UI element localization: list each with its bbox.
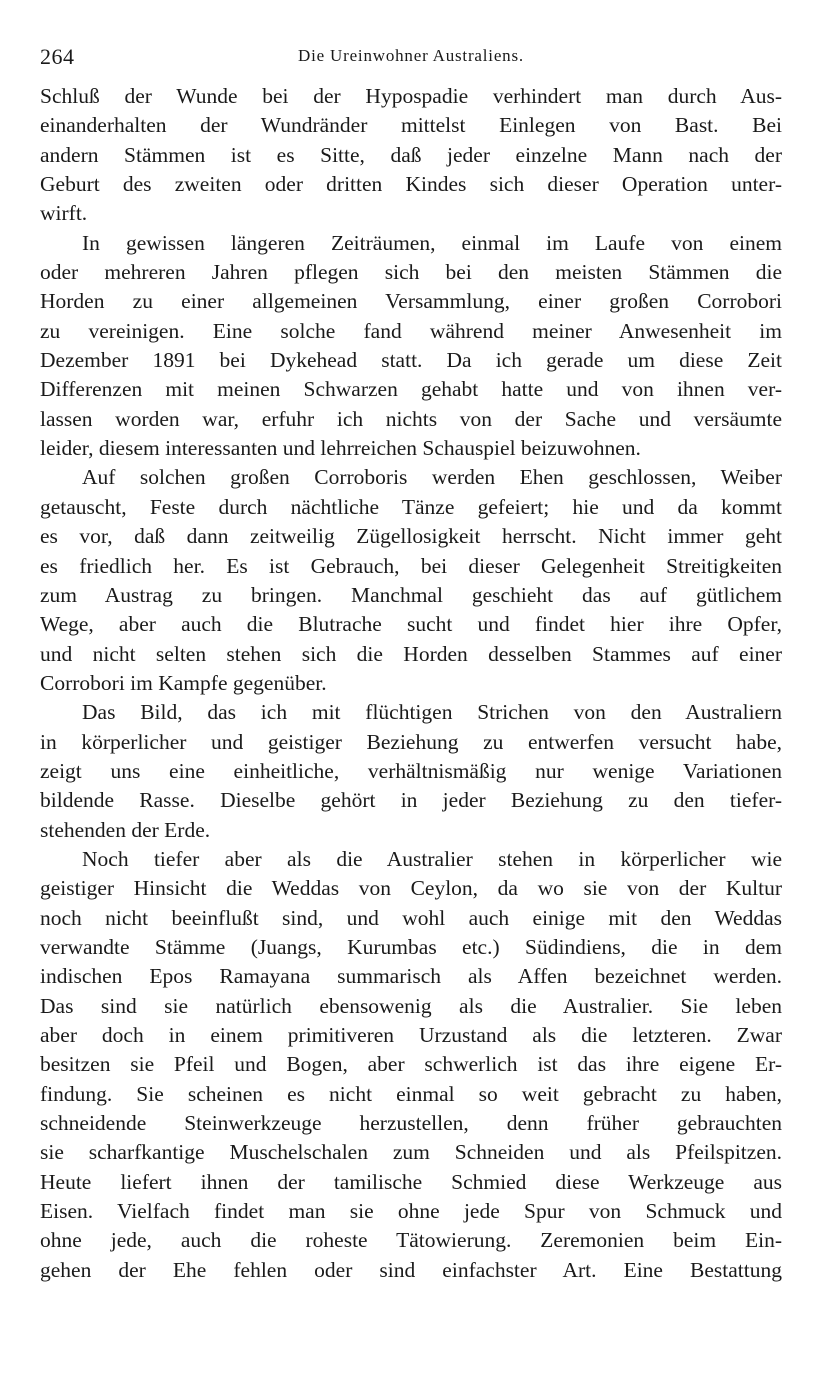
text-line: besitzen sie Pfeil und Bogen, aber schwerlich ist das ihre eigene Er-: [40, 1052, 782, 1077]
text-line: Noch tiefer aber als die Australier stehen in körperlicher wie: [82, 846, 782, 871]
text-line: stehenden der Erde.: [40, 817, 211, 842]
running-head: Die Ureinwohner Australiens.: [298, 46, 524, 65]
text-line: es vor, daß dann zeitweilig Zügellosigkeit herrscht. Nicht immer geht: [40, 524, 782, 549]
text-line: zeigt uns eine einheitliche, verhältnismäßig nur wenige Variationen: [40, 758, 782, 783]
text-line: Das Bild, das ich mit flüchtigen Strichen von den Australiern: [82, 700, 782, 725]
text-line: wirft.: [40, 201, 88, 226]
text-line: Wege, aber auch die Blutrache sucht und findet hier ihre Opfer,: [40, 612, 782, 637]
text-line: Auf solchen großen Corroboris werden Ehen geschlossen, Weiber: [82, 465, 782, 490]
text-line: findung. Sie scheinen es nicht einmal so weit gebracht zu haben,: [40, 1081, 782, 1106]
text-line: Schluß der Wunde bei der Hypospadie verhindert man durch Aus-: [40, 84, 782, 108]
text-line: Dezember 1891 bei Dykehead statt. Da ich gerade um diese Zeit: [40, 348, 782, 373]
text-line: In gewissen längeren Zeiträumen, einmal im Laufe von einem: [82, 230, 782, 255]
body-text: [40, 82, 782, 1285]
text-line: verwandte Stämme (Juangs, Kurumbas etc.) Südindiens, die in dem: [40, 934, 782, 959]
paragraph: [40, 698, 782, 845]
paragraph: [40, 82, 782, 229]
text-line: leider, diesem interessanten und lehrreichen Schauspiel beizuwohnen.: [40, 436, 641, 461]
text-line: ohne jede, auch die roheste Tätowierung. Zeremonien beim Ein-: [40, 1228, 782, 1253]
text-line: einanderhalten der Wundränder mittelst Einlegen von Bast. Bei: [40, 113, 782, 138]
text-line: indischen Epos Ramayana summarisch als Affen bezeichnet werden.: [40, 964, 782, 989]
book-page: [40, 38, 782, 1285]
text-line: Das sind sie natürlich ebensowenig als die Australier. Sie leben: [40, 993, 782, 1018]
page-number: 264: [40, 44, 75, 69]
text-line: schneidende Steinwerkzeuge herzustellen, denn früher gebrauchten: [40, 1111, 782, 1136]
text-line: Eisen. Vielfach findet man sie ohne jede Spur von Schmuck und: [40, 1199, 782, 1224]
text-line: Horden zu einer allgemeinen Versammlung, einer großen Corrobori: [40, 289, 782, 314]
text-line: und nicht selten stehen sich die Horden desselben Stammes auf einer: [40, 641, 782, 666]
text-line: sie scharfkantige Muschelschalen zum Schneiden und als Pfeilspitzen.: [40, 1140, 782, 1165]
text-line: in körperlicher und geistiger Beziehung zu entwerfen versucht habe,: [40, 729, 782, 754]
text-line: bildende Rasse. Dieselbe gehört in jeder Beziehung zu den tiefer-: [40, 788, 782, 813]
page-header: [40, 38, 782, 74]
text-line: noch nicht beeinflußt sind, und wohl auch einige mit den Weddas: [40, 905, 782, 930]
text-line: Geburt des zweiten oder dritten Kindes sich dieser Operation unter-: [40, 172, 782, 197]
text-line: andern Stämmen ist es Sitte, daß jeder einzelne Mann nach der: [40, 142, 782, 167]
text-line: getauscht, Feste durch nächtliche Tänze gefeiert; hie und da kommt: [40, 494, 782, 519]
text-line: oder mehreren Jahren pflegen sich bei den meisten Stämmen die: [40, 260, 782, 285]
text-line: geistiger Hinsicht die Weddas von Ceylon, da wo sie von der Kultur: [40, 876, 782, 901]
text-line: Differenzen mit meinen Schwarzen gehabt hatte und von ihnen ver-: [40, 377, 782, 402]
text-line: lassen worden war, erfuhr ich nichts von der Sache und versäumte: [40, 406, 782, 431]
text-line: Heute liefert ihnen der tamilische Schmied diese Werkzeuge aus: [40, 1169, 782, 1194]
text-line: zu vereinigen. Eine solche fand während meiner Anwesenheit im: [40, 318, 782, 343]
paragraph: [40, 463, 782, 698]
text-line: aber doch in einem primitiveren Urzustand als die letzteren. Zwar: [40, 1023, 782, 1047]
paragraph: [40, 229, 782, 464]
text-line: gehen der Ehe fehlen oder sind einfachster Art. Eine Bestattung: [40, 1257, 782, 1282]
text-line: zum Austrag zu bringen. Manchmal geschieht das auf gütlichem: [40, 582, 782, 607]
text-line: es friedlich her. Es ist Gebrauch, bei dieser Gelegenheit Streitigkeiten: [40, 553, 782, 578]
text-line: Corrobori im Kampfe gegenüber.: [40, 670, 327, 695]
paragraph: [40, 845, 782, 1285]
